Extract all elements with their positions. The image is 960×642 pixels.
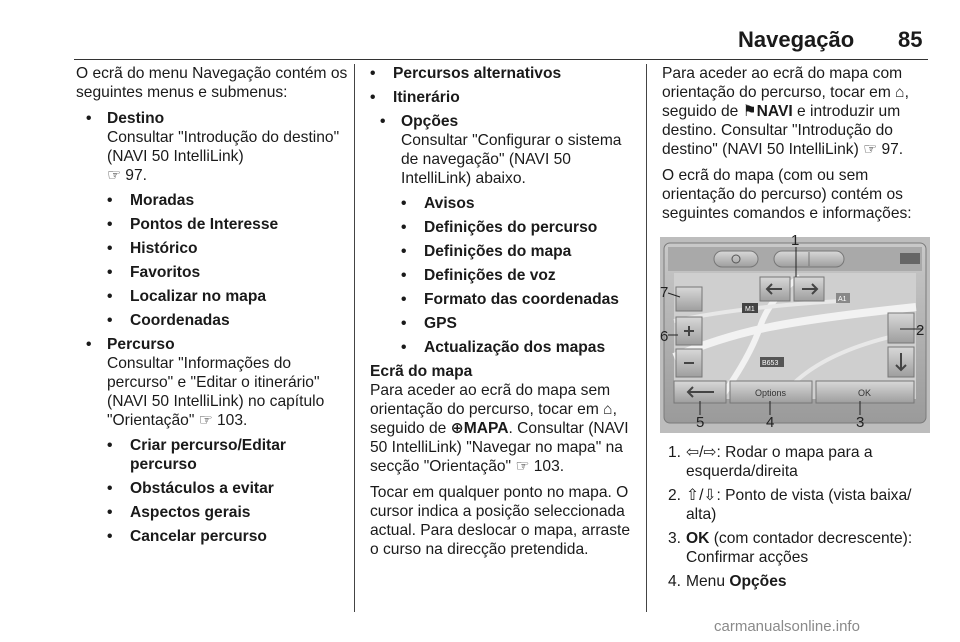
intro-paragraph: O ecrã do menu Navegação contém os seguintes menus e submenus: (76, 65, 348, 101)
mapa-label: ⊕MAPA (450, 420, 509, 437)
power-button (714, 251, 758, 267)
page-header (0, 0, 960, 58)
column-divider (354, 64, 355, 612)
column-2 (370, 64, 642, 566)
submenu-item: • Moradas (107, 191, 348, 210)
legend-item: 1. ⇦/⇨: Rodar o mapa para a esquerda/direita (668, 444, 873, 480)
header-rule (74, 59, 928, 60)
submenu-item: • Aspectos gerais (107, 503, 348, 522)
map-view-button (676, 287, 702, 311)
callout-5: 5 (696, 414, 705, 431)
callout-7: 7 (660, 284, 669, 301)
submenu-item: • Pontos de Interesse (107, 215, 348, 234)
guidance-paragraph-1: Para aceder ao ecrã do mapa com orientação do percurso, tocar em ⌂, seguido de ⚑NAVI e introduzir um destino. Consultar "Introdução do destino" (NAVI 50 IntelliLink) ☞ 97. (662, 65, 909, 158)
submenu-item: • Localizar no mapa (107, 287, 348, 306)
submenu-item: • Cancelar percurso (107, 527, 348, 546)
road-label-b653-text: B653 (762, 360, 779, 367)
navi-label: ⚑NAVI (742, 103, 793, 120)
menu-desc: Consultar "Configurar o sistema de navegação" (NAVI 50 IntelliLink) abaixo. (401, 132, 622, 187)
page-title: Navegação (738, 27, 855, 52)
submenu-item: • Definições do mapa (401, 242, 642, 261)
menu-desc: Consultar "Informações do percurso" e "Editar o itinerário" (NAVI 50 IntelliLink) no capítulo "Orientação" ☞ 103. (107, 355, 325, 429)
menu-label: • Percurso (107, 336, 175, 353)
submenu-item: • Favoritos (107, 263, 348, 282)
submenu-item: • Actualização dos mapas (401, 338, 642, 357)
section-heading: Ecrã do mapa (370, 363, 473, 380)
submenu-item: • Definições de voz (401, 266, 642, 285)
submenu-item: • Formato das coordenadas (401, 290, 642, 309)
column-1 (76, 64, 348, 551)
legend-item: 2. ⇧/⇩: Ponto de vista (vista baixa/ alta) (668, 487, 912, 523)
column-3 (662, 64, 934, 596)
submenu-item: • Avisos (401, 194, 642, 213)
ok-label: OK (858, 388, 872, 398)
submenu-list (107, 436, 348, 546)
submenu-list (107, 191, 348, 330)
road-label-m1-text: M1 (745, 306, 755, 313)
callout-2: 2 (916, 322, 925, 339)
menu-label: • Opções (401, 113, 459, 130)
view-up-button (888, 313, 914, 343)
submenu-item: • GPS (401, 314, 642, 333)
road-label-a1-text: A1 (838, 296, 847, 303)
map-paragraph-1: Para aceder ao ecrã do mapa sem orientação do percurso, tocar em ⌂, seguido de ⊕MAPA. Consultar (NAVI 50 IntelliLink) "Navegar no mapa" na secção "Orientação" ☞ 103. (370, 382, 629, 475)
legend-item: 3. OK (com contador decrescente): Confirmar acções (668, 530, 913, 566)
map-paragraph-2: Tocar em qualquer ponto no mapa. O cursor indica a posição seleccionada actual. Para deslocar o mapa, arraste o curso na direcção pretendida. (370, 484, 631, 558)
map-screen-illustration (660, 237, 930, 433)
menu-list (76, 109, 348, 546)
menu-label: • Destino (107, 110, 165, 127)
submenu-item: • Percursos alternativos (339, 64, 642, 83)
page-ref: ☞ 97. (107, 167, 147, 184)
options-label: Options (755, 388, 787, 398)
submenu-list (339, 64, 642, 107)
submenu-item: • Histórico (107, 239, 348, 258)
column-divider (646, 64, 647, 612)
submenu-item: • Obstáculos a evitar (107, 479, 348, 498)
legend-item: 4. Menu Opções (668, 573, 787, 590)
callout-3: 3 (856, 414, 865, 431)
callout-4: 4 (766, 414, 775, 431)
submenu-item: • Definições do percurso (401, 218, 642, 237)
callout-6: 6 (660, 328, 669, 345)
menu-desc: Consultar "Introdução do destino" (NAVI 50 IntelliLink) (107, 129, 340, 165)
menu-opcoes (370, 112, 642, 357)
card-slot-icon (900, 253, 920, 264)
menu-list (370, 112, 642, 357)
menu-percurso (76, 335, 348, 546)
callout-1: 1 (791, 232, 800, 249)
watermark: carmanualsonline.info (714, 618, 860, 635)
menu-destino (76, 109, 348, 330)
submenu-item: • Coordenadas (107, 311, 348, 330)
submenu-list (401, 194, 642, 357)
submenu-item: • Criar percurso/Editar percurso (107, 436, 348, 474)
guidance-paragraph-2: O ecrã do mapa (com ou sem orientação do percurso) contém os seguintes comandos e informações: (662, 167, 912, 222)
page-number: 85 (898, 27, 923, 52)
legend-list (662, 443, 934, 591)
map-screen-figure (660, 232, 930, 433)
submenu-item: • Itinerário (339, 88, 642, 107)
